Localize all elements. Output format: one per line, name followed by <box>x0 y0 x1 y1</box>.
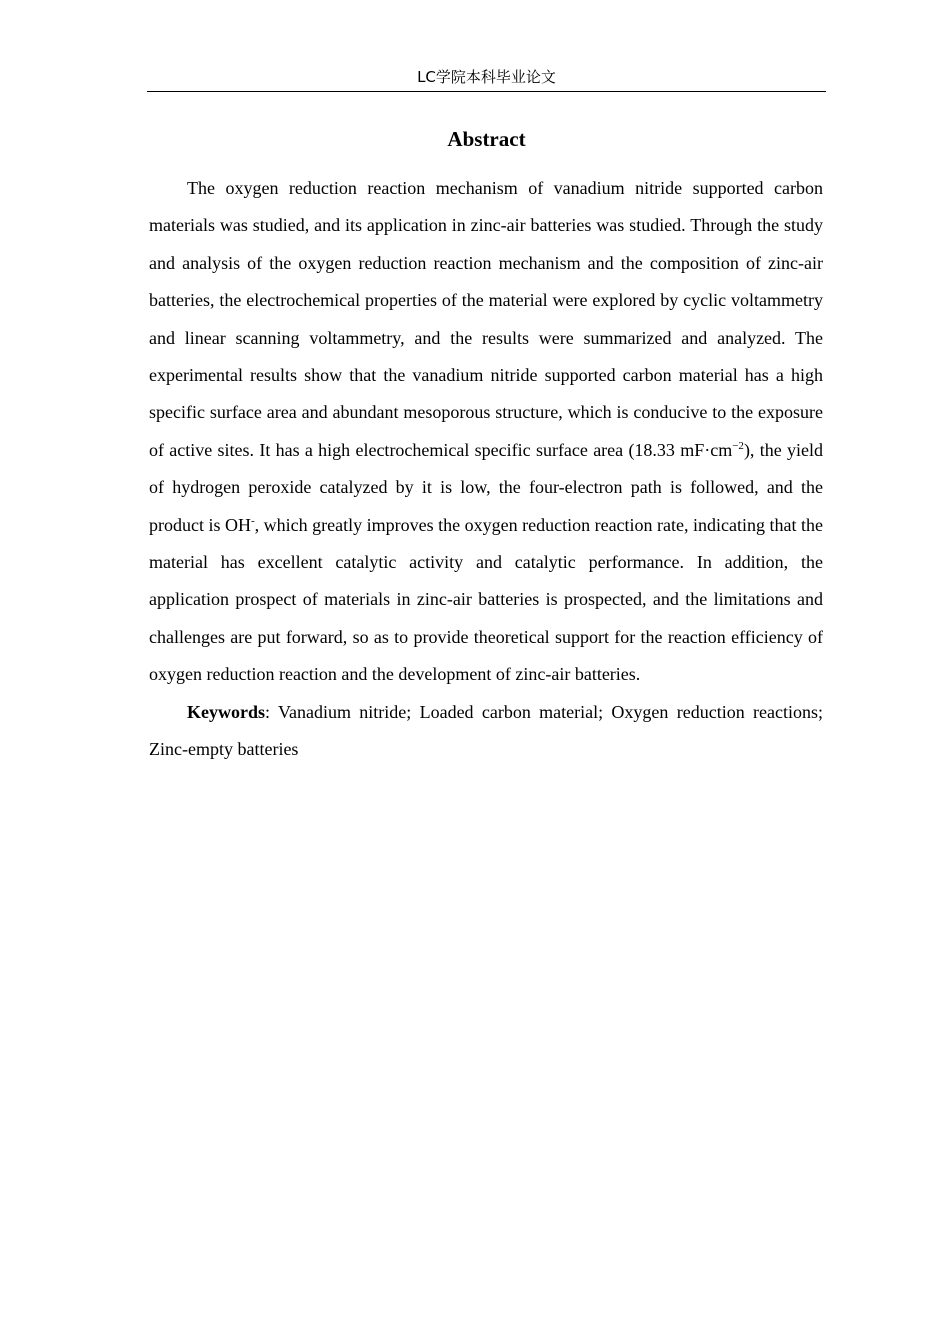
keywords-paragraph <box>149 694 823 769</box>
running-header: LC学院本科毕业论文 <box>417 68 556 86</box>
superscript-unit-exponent: −2 <box>732 439 744 452</box>
abstract-paragraph <box>149 170 823 694</box>
abstract-text-part-3: , which greatly improves the oxygen reduction reaction rate, indicating that the material has excellent catalytic activity and catalytic performance. In addition, the application prospect of materials in zinc-air batteries is prospected, and the limitations and challenges are put forward, so as to provide theoretical support for the reaction efficiency of oxygen reduction reaction and the development of zinc-air batteries. <box>149 514 823 685</box>
header-rule <box>147 91 826 92</box>
abstract-title: Abstract <box>447 127 526 151</box>
keywords-text: : Vanadium nitride; Loaded carbon material; Oxygen reduction reactions; Zinc-empty batteries <box>149 701 823 760</box>
keywords-label: Keywords <box>187 701 265 722</box>
superscript-charge: - <box>251 514 255 527</box>
abstract-text-part-2: ), the yield of hydrogen peroxide catalyzed by it is low, the four-electron path is followed, and the product is OH <box>149 439 823 535</box>
abstract-text-part-1: The oxygen reduction reaction mechanism of vanadium nitride supported carbon materials was studied, and its application in zinc-air batteries was studied. Through the study and analysis of the oxygen reduction reaction mechanism and the composition of zinc-air batteries, the electrochemical properties of the material were explored by cyclic voltammetry and linear scanning voltammetry, and the results were summarized and analyzed. The experimental results show that the vanadium nitride supported carbon material has a high specific surface area and abundant mesoporous structure, which is conducive to the exposure of active sites. It has a high electrochemical specific surface area (18.33 mF·cm <box>149 178 823 460</box>
abstract-body <box>149 170 823 769</box>
